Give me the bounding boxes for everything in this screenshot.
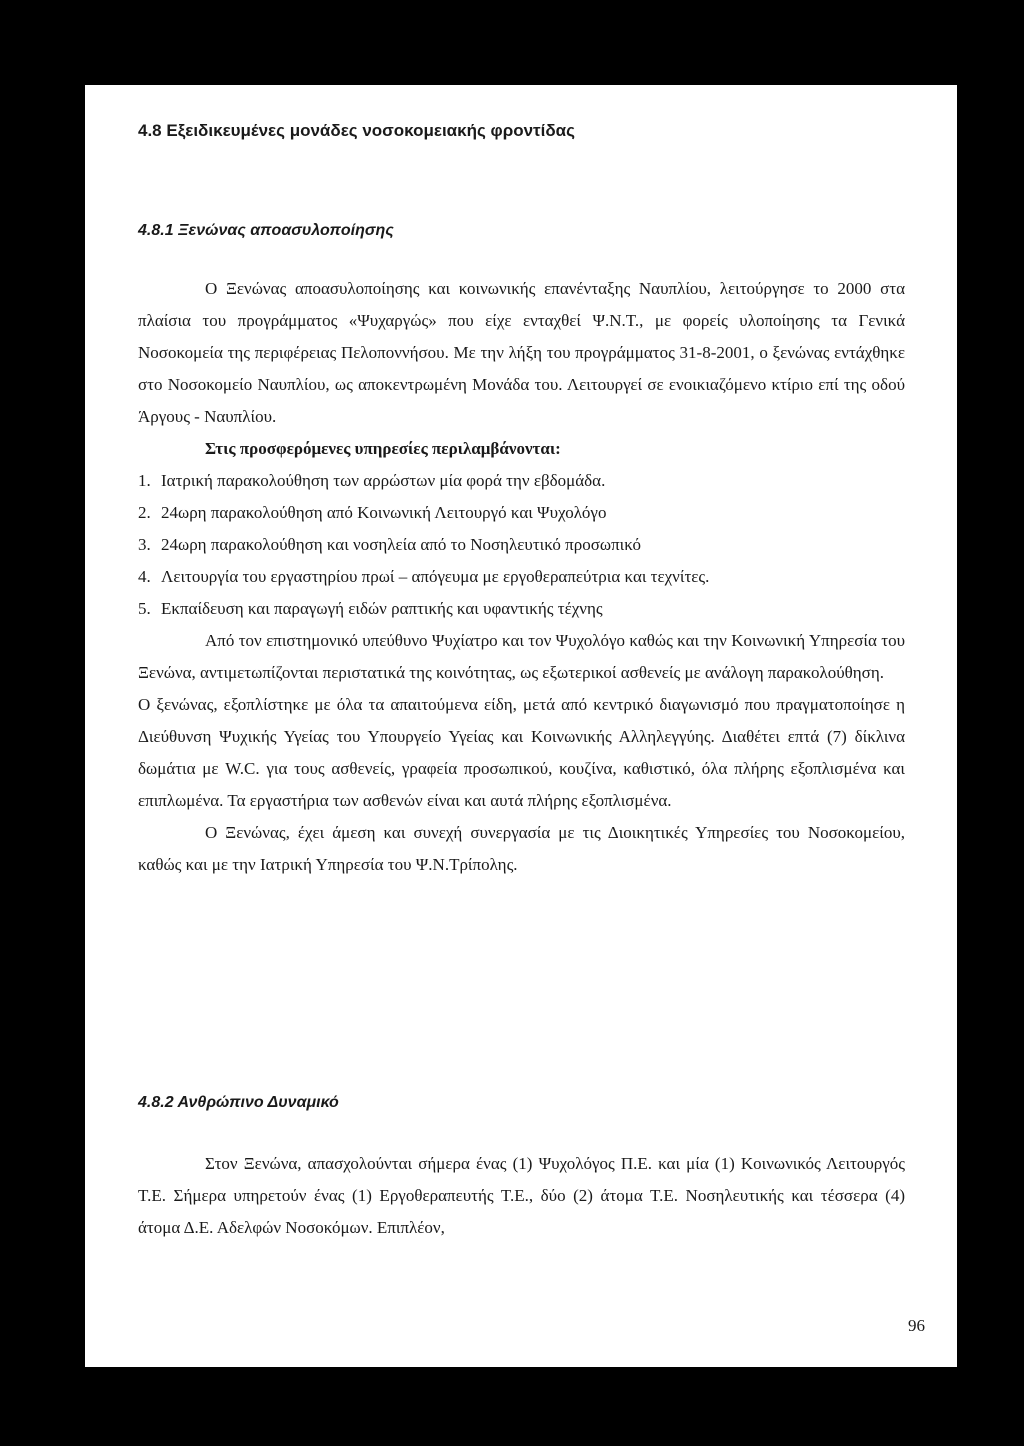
list-item-number: 1. bbox=[138, 471, 151, 490]
list-item-number: 2. bbox=[138, 503, 151, 522]
services-list bbox=[138, 465, 905, 625]
list-item-text: 24ωρη παρακολούθηση από Κοινωνική Λειτουργό και Ψυχολόγο bbox=[161, 503, 607, 522]
services-heading: Στις προσφερόμενες υπηρεσίες περιλαμβάνονται: bbox=[205, 439, 561, 458]
list-item bbox=[138, 465, 905, 497]
section-title: 4.8 Εξειδικευμένες μονάδες νοσοκομειακής φροντίδας bbox=[138, 121, 575, 140]
list-item-number: 4. bbox=[138, 567, 151, 586]
staff-paragraph: Στον Ξενώνα, απασχολούνται σήμερα ένας (1) Ψυχολόγος Π.Ε. και μία (1) Κοινωνικός Λειτουργός Τ.Ε. Σήμερα υπηρετούν ένας (1) Εργοθεραπευτής Τ.Ε., δύο (2) άτομα Τ.Ε. Νοσηλευτικής και τέσσερα (4) άτομα Δ.Ε. Αδελφών Νοσοκόμων. Επιπλέον, bbox=[138, 1154, 905, 1237]
list-item bbox=[138, 529, 905, 561]
list-item-text: Ιατρική παρακολούθηση των αρρώστων μία φορά την εβδομάδα. bbox=[161, 471, 606, 490]
subsection-title-hostel: 4.8.1 Ξενώνας αποασυλοποίησης bbox=[138, 222, 394, 239]
list-item-number: 5. bbox=[138, 599, 151, 618]
cooperation-paragraph: Ο Ξενώνας, έχει άμεση και συνεχή συνεργασία με τις Διοικητικές Υπηρεσίες του Νοσοκομείου, καθώς και με την Ιατρική Υπηρεσία του Ψ.Ν.Τρίπολης. bbox=[138, 823, 905, 874]
list-item bbox=[138, 561, 905, 593]
staff-section-body bbox=[138, 1148, 905, 1244]
page-number: 96 bbox=[908, 1316, 925, 1335]
hostel-section-body bbox=[138, 273, 905, 881]
list-item-number: 3. bbox=[138, 535, 151, 554]
hostel-intro-paragraph: Ο Ξενώνας αποασυλοποίησης και κοινωνικής επανένταξης Ναυπλίου, λειτούργησε το 2000 στα πλαίσια του προγράμματος «Ψυχαργώς» που είχε ενταχθεί Ψ.Ν.Τ., με φορείς υλοποίησης τα Γενικά Νοσοκομεία της περιφέρειας Πελοποννήσου. Με την λήξη του προγράμματος 31-8-2001, ο ξενώνας εντάχθηκε στο Νοσοκομείο Ναυπλίου, ως αποκεντρωμένη Μονάδα του. Λειτουργεί σε ενοικιαζόμενο κτίριο επί της οδού Άργους - Ναυπλίου. bbox=[138, 279, 905, 426]
subsection-title-staff: 4.8.2 Ανθρώπινο Δυναμικό bbox=[138, 1094, 339, 1111]
list-item-text: Εκπαίδευση και παραγωγή ειδών ραπτικής και υφαντικής τέχνης bbox=[161, 599, 603, 618]
list-item bbox=[138, 497, 905, 529]
document-page bbox=[85, 85, 957, 1367]
list-item-text: 24ωρη παρακολούθηση και νοσηλεία από το Νοσηλευτικό προσωπικό bbox=[161, 535, 641, 554]
list-item-text: Λειτουργία του εργαστηρίου πρωί – απόγευμα με εργοθεραπεύτρια και τεχνίτες. bbox=[161, 567, 710, 586]
list-item bbox=[138, 593, 905, 625]
equipment-paragraph: Ο ξενώνας, εξοπλίστηκε με όλα τα απαιτούμενα είδη, μετά από κεντρικό διαγωνισμό που πραγματοποίησε η Διεύθυνση Ψυχικής Υγείας του Υπουργείο Υγείας και Κοινωνικής Αλληλεγγύης. Διαθέτει επτά (7) δίκλινα δωμάτια με W.C. για τους ασθενείς, γραφεία προσωπικού, κουζίνα, καθιστικό, όλα πλήρης εξοπλισμένα και επιπλωμένα. Τα εργαστήρια των ασθενών είναι και αυτά πλήρης εξοπλισμένα. bbox=[138, 695, 905, 810]
outpatient-paragraph: Από τον επιστημονικό υπεύθυνο Ψυχίατρο και τον Ψυχολόγο καθώς και την Κοινωνική Υπηρεσία του Ξενώνα, αντιμετωπίζονται περιστατικά της κοινότητας, ως εξωτερικοί ασθενείς με ανάλογη παρακολούθηση. bbox=[138, 631, 905, 682]
